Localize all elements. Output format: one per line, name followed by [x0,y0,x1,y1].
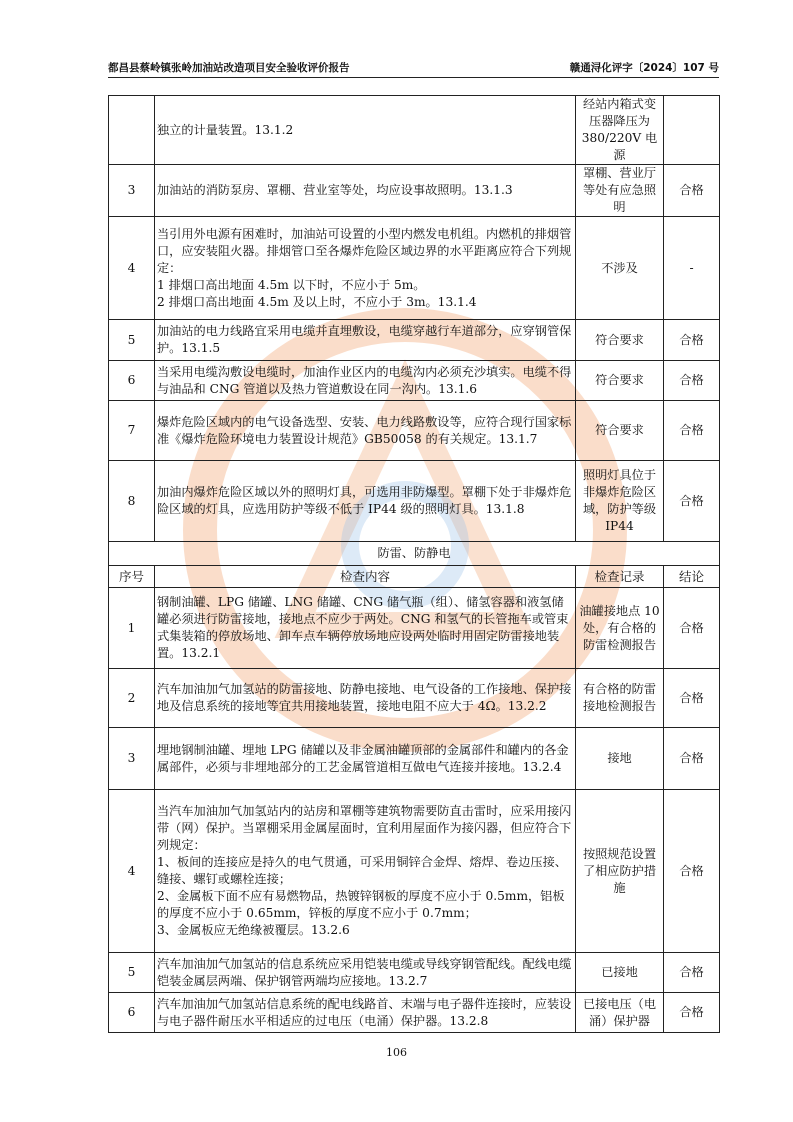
table-row [109,728,720,790]
row-result: 合格 [664,953,720,993]
inspection-table [108,95,720,1033]
col-header-result: 结论 [664,566,720,588]
row-content: 爆炸危险区域内的电气设备选型、安装、电力线路敷设等，应符合现行国家标准《爆炸危险环境电力装置设计规范》GB50058 的有关规定。13.1.7 [155,401,576,461]
row-result: 合格 [664,361,720,401]
row-content: 汽车加油加气加氢站的信息系统应采用铠装电缆或导线穿钢管配线。配线电缆铠装金属层两端、保护钢管两端均应接地。13.2.7 [155,953,576,993]
section-title: 防雷、防静电 [109,542,720,566]
row-record: 有合格的防雷接地检测报告 [576,669,664,728]
table-row [109,165,720,217]
row-record: 不涉及 [576,217,664,320]
row-record: 罩棚、营业厅等处有应急照明 [576,165,664,217]
row-content: 独立的计量装置。13.1.2 [155,96,576,165]
row-number: 4 [109,790,155,953]
page-header [108,60,719,76]
row-number: 7 [109,401,155,461]
row-content: 加油站的电力线路宜采用电缆并直埋敷设，电缆穿越行车道部分，应穿钢管保护。13.1.5 [155,320,576,361]
col-header-content: 检查内容 [155,566,576,588]
row-record: 已接地 [576,953,664,993]
row-content: 当引用外电源有困难时，加油站可设置的小型内燃发电机组。内燃机的排烟管口，应安装阻火器。排烟管口至各爆炸危险区域边界的水平距离应符合下列规定： 1 排烟口高出地面 4.5m 以下时，不应小于 5m。 2 排烟口高出地面 4.5m 及以上时，不应小于 3m。13.1.4 [155,217,576,320]
row-result: 合格 [664,461,720,542]
row-number: 2 [109,669,155,728]
section-row [109,542,720,566]
row-content: 埋地钢制油罐、埋地 LPG 储罐以及非金属油罐顶部的金属部件和罐内的各金属部件，必须与非埋地部分的工艺金属管道相互做电气连接并接地。13.2.4 [155,728,576,790]
row-record: 接地 [576,728,664,790]
table-row [109,401,720,461]
table-row [109,96,720,165]
row-result: 合格 [664,669,720,728]
row-content: 当汽车加油加气加氢站内的站房和罩棚等建筑物需要防直击雷时，应采用接闪带（网）保护。当罩棚采用金属屋面时，宜利用屋面作为接闪器，但应符合下列规定： 1、板间的连接应是持久的电气贯通，可采用铜锌合金焊、熔焊、卷边压接、缝接、螺钉或螺栓连接； 2、金属板下面不应有易燃物品，热镀锌钢板的厚度不应小于 0.5mm，铝板的厚度不应小于 0.65mm，锌板的厚度不应小于 0.7mm； 3、金属板应无绝缘被覆层。13.2.6 [155,790,576,953]
column-header-row [109,566,720,588]
row-number: 5 [109,320,155,361]
row-result: 合格 [664,165,720,217]
row-result: 合格 [664,320,720,361]
table-row [109,361,720,401]
row-result: 合格 [664,588,720,669]
col-header-number: 序号 [109,566,155,588]
row-content: 钢制油罐、LPG 储罐、LNG 储罐、CNG 储气瓶（组）、储氢容器和液氢储罐必须进行防雷接地，接地点不应少于两处。CNG 和氢气的长管拖车或管束式集装箱的停放场地、卸车点车辆停放场地应设两处临时用固定防雷接地装置。13.2.1 [155,588,576,669]
row-number: 3 [109,165,155,217]
row-number: 3 [109,728,155,790]
row-result: 合格 [664,401,720,461]
row-result: 合格 [664,993,720,1033]
row-content: 加油内爆炸危险区域以外的照明灯具，可选用非防爆型。罩棚下处于非爆炸危险区域的灯具，应选用防护等级不低于 IP44 级的照明灯具。13.1.8 [155,461,576,542]
row-number [109,96,155,165]
row-content: 加油站的消防泵房、罩棚、营业室等处，均应设事故照明。13.1.3 [155,165,576,217]
header-report-title: 都昌县蔡岭镇张岭加油站改造项目安全验收评价报告 [108,62,350,74]
table-row [109,790,720,953]
col-header-record: 检查记录 [576,566,664,588]
row-content: 汽车加油加气加氢站的防雷接地、防静电接地、电气设备的工作接地、保护接地及信息系统的接地等宜共用接地装置，接地电阻不应大于 4Ω。13.2.2 [155,669,576,728]
table-row [109,669,720,728]
row-number: 8 [109,461,155,542]
row-content: 当采用电缆沟敷设电缆时，加油作业区内的电缆沟内必须充沙填实。电缆不得与油品和 CNG 管道以及热力管道敷设在同一沟内。13.1.6 [155,361,576,401]
page-number: 106 [386,1046,407,1059]
table-row [109,461,720,542]
row-record: 符合要求 [576,361,664,401]
row-content: 汽车加油加气加氢站信息系统的配电线路首、末端与电子器件连接时，应装设与电子器件耐压水平相适应的过电压（电涌）保护器。13.2.8 [155,993,576,1033]
row-record: 经站内箱式变压器降压为380/220V 电源 [576,96,664,165]
row-result: - [664,217,720,320]
row-result: 合格 [664,728,720,790]
row-number: 5 [109,953,155,993]
row-number: 6 [109,361,155,401]
header-rule [108,77,719,78]
row-number: 6 [109,993,155,1033]
row-result: 合格 [664,790,720,953]
row-record: 符合要求 [576,320,664,361]
table-row [109,320,720,361]
row-number: 4 [109,217,155,320]
row-result [664,96,720,165]
row-record: 符合要求 [576,401,664,461]
table-row [109,217,720,320]
row-number: 1 [109,588,155,669]
table-row [109,993,720,1033]
row-record: 按照规范设置了相应防护措施 [576,790,664,953]
row-record: 已接电压（电涌）保护器 [576,993,664,1033]
header-report-number: 赣通浔化评字〔2024〕107 号 [569,62,719,74]
row-record: 油罐接地点 10处，有合格的防雷检测报告 [576,588,664,669]
table-row [109,953,720,993]
row-record: 照明灯具位于非爆炸危险区域，防护等级IP44 [576,461,664,542]
table-row [109,588,720,669]
